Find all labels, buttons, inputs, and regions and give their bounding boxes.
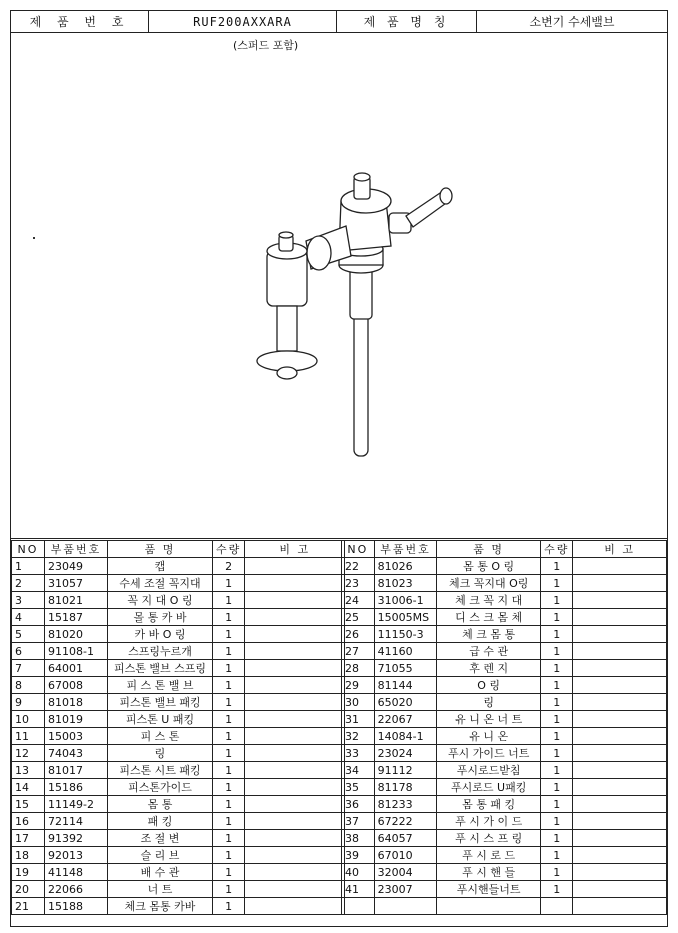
- table-row: [12, 847, 345, 864]
- cell-qty: 1: [541, 575, 573, 592]
- cell-no: 18: [12, 847, 45, 864]
- cell-remark: [245, 609, 345, 626]
- cell-part-no: 32004: [374, 864, 437, 881]
- cell-remark: [573, 575, 667, 592]
- cell-name: 푸시로드 U패킹: [437, 779, 541, 796]
- cell-qty: 1: [541, 711, 573, 728]
- cell-name: 수세 조절 꼭지대: [108, 575, 213, 592]
- cell-remark: [245, 745, 345, 762]
- cell-no: 22: [342, 558, 375, 575]
- col-qty: 수량: [541, 541, 573, 558]
- cell-part-no: 23024: [374, 745, 437, 762]
- cell-remark: [573, 643, 667, 660]
- cell-part-no: 31006-1: [374, 592, 437, 609]
- cell-name: 카 바 O 링: [108, 626, 213, 643]
- cell-no: 40: [342, 864, 375, 881]
- cell-part-no: 81233: [374, 796, 437, 813]
- cell-remark: [245, 643, 345, 660]
- cell-name: 피스톤 밸브 패킹: [108, 694, 213, 711]
- table-row: [12, 592, 345, 609]
- cell-remark: [573, 796, 667, 813]
- cell-remark: [573, 847, 667, 864]
- table-row: [12, 796, 345, 813]
- cell-no: 19: [12, 864, 45, 881]
- table-row: [12, 609, 345, 626]
- cell-part-no: 91108-1: [45, 643, 108, 660]
- cell-part-no: 11150-3: [374, 626, 437, 643]
- cell-name: 슬 리 브: [108, 847, 213, 864]
- cell-remark: [573, 677, 667, 694]
- cell-no: 20: [12, 881, 45, 898]
- cell-part-no: 41148: [45, 864, 108, 881]
- cell-no: 23: [342, 575, 375, 592]
- cell-qty: 1: [213, 626, 245, 643]
- table-row: [12, 762, 345, 779]
- cell-name: 꼭 지 대 O 링: [108, 592, 213, 609]
- cell-name: 유 니 온: [437, 728, 541, 745]
- cell-no: 30: [342, 694, 375, 711]
- cell-part-no: 67010: [374, 847, 437, 864]
- product-no-value: RUF200AXXARA: [149, 11, 337, 32]
- cell-qty: 1: [213, 847, 245, 864]
- cell-part-no: 81018: [45, 694, 108, 711]
- cell-remark: [573, 626, 667, 643]
- table-row: [342, 830, 667, 847]
- cell-part-no: 14084-1: [374, 728, 437, 745]
- cell-part-no: 91112: [374, 762, 437, 779]
- spud-note: (스퍼드 포함): [233, 39, 299, 52]
- table-row: [342, 898, 667, 915]
- table-row: [12, 711, 345, 728]
- cell-qty: 1: [541, 813, 573, 830]
- cell-qty: 2: [213, 558, 245, 575]
- col-name: 품 명: [437, 541, 541, 558]
- cell-qty: 1: [213, 694, 245, 711]
- cell-name: 푸시핸들너트: [437, 881, 541, 898]
- cell-remark: [245, 575, 345, 592]
- col-name: 품 명: [108, 541, 213, 558]
- table-row: [342, 762, 667, 779]
- cell-remark: [573, 762, 667, 779]
- table-row: [342, 813, 667, 830]
- product-name-value: 소변기 수세밸브: [529, 15, 615, 29]
- cell-name: 피 스 톤: [108, 728, 213, 745]
- cell-part-no: 15188: [45, 898, 108, 915]
- cell-no: 14: [12, 779, 45, 796]
- cell-part-no: 72114: [45, 813, 108, 830]
- cell-no: 13: [12, 762, 45, 779]
- cell-remark: [245, 694, 345, 711]
- cell-part-no: 81017: [45, 762, 108, 779]
- cell-qty: 1: [213, 830, 245, 847]
- table-row: [342, 677, 667, 694]
- cell-name: 체크 몸통 카바: [108, 898, 213, 915]
- cell-no: 33: [342, 745, 375, 762]
- cell-qty: 1: [541, 592, 573, 609]
- cell-part-no: 71055: [374, 660, 437, 677]
- cell-no: 2: [12, 575, 45, 592]
- cell-remark: [245, 728, 345, 745]
- col-qty: 수량: [213, 541, 245, 558]
- cell-name: 링: [108, 745, 213, 762]
- cell-qty: 1: [541, 660, 573, 677]
- cell-qty: 1: [213, 711, 245, 728]
- cell-no: 34: [342, 762, 375, 779]
- cell-name: 몸 통: [108, 796, 213, 813]
- table-row: [12, 575, 345, 592]
- table-row: [342, 609, 667, 626]
- cell-part-no: 41160: [374, 643, 437, 660]
- table-row: [342, 847, 667, 864]
- cell-no: 7: [12, 660, 45, 677]
- cell-remark: [573, 694, 667, 711]
- cell-remark: [245, 830, 345, 847]
- stray-dot: [33, 237, 35, 239]
- cell-name: 디 스 크 몸 체: [437, 609, 541, 626]
- cell-qty: 1: [541, 694, 573, 711]
- cell-remark: [573, 745, 667, 762]
- cell-part-no: 11149-2: [45, 796, 108, 813]
- cell-no: 37: [342, 813, 375, 830]
- cell-remark: [245, 796, 345, 813]
- cell-name: 캡: [108, 558, 213, 575]
- cell-no: [342, 898, 375, 915]
- cell-part-no: 22066: [45, 881, 108, 898]
- table-row: [12, 830, 345, 847]
- cell-remark: [245, 762, 345, 779]
- cell-part-no: 81144: [374, 677, 437, 694]
- cell-remark: [245, 660, 345, 677]
- cell-part-no: 91392: [45, 830, 108, 847]
- cell-name: 푸 시 핸 들: [437, 864, 541, 881]
- cell-name: 조 절 변: [108, 830, 213, 847]
- col-no: NO: [12, 541, 45, 558]
- cell-name: 체 크 몸 통: [437, 626, 541, 643]
- cell-no: 25: [342, 609, 375, 626]
- cell-qty: 1: [213, 898, 245, 915]
- table-row: [12, 728, 345, 745]
- cell-no: 39: [342, 847, 375, 864]
- table-divider: [11, 538, 667, 539]
- cell-part-no: 22067: [374, 711, 437, 728]
- cell-remark: [573, 830, 667, 847]
- cell-name: 몸 통 O 링: [437, 558, 541, 575]
- cell-part-no: 31057: [45, 575, 108, 592]
- cell-remark: [573, 660, 667, 677]
- cell-remark: [245, 558, 345, 575]
- cell-no: 11: [12, 728, 45, 745]
- cell-qty: 1: [213, 660, 245, 677]
- table-row: [12, 779, 345, 796]
- table-row: [342, 592, 667, 609]
- cell-no: 29: [342, 677, 375, 694]
- table-row: [342, 864, 667, 881]
- cell-qty: 1: [213, 762, 245, 779]
- title-block: [11, 11, 667, 33]
- table-row: [12, 864, 345, 881]
- cell-qty: 1: [541, 728, 573, 745]
- cell-no: 6: [12, 643, 45, 660]
- cell-name: 너 트: [108, 881, 213, 898]
- cell-qty: 1: [213, 796, 245, 813]
- cell-name: 링: [437, 694, 541, 711]
- cell-part-no: 67008: [45, 677, 108, 694]
- cell-name: 몰 통 카 바: [108, 609, 213, 626]
- cell-part-no: 23007: [374, 881, 437, 898]
- cell-name: 스프링누르개: [108, 643, 213, 660]
- cell-no: 17: [12, 830, 45, 847]
- cell-part-no: 65020: [374, 694, 437, 711]
- table-row: [12, 558, 345, 575]
- parts-sheet: [10, 10, 668, 927]
- table-row: [12, 745, 345, 762]
- cell-remark: [573, 898, 667, 915]
- cell-no: 8: [12, 677, 45, 694]
- parts-table-right: [341, 540, 667, 915]
- cell-remark: [245, 847, 345, 864]
- cell-qty: 1: [213, 592, 245, 609]
- product-no-label: 제 품 번 호: [11, 11, 149, 32]
- cell-name: 체 크 꼭 지 대: [437, 592, 541, 609]
- cell-remark: [245, 626, 345, 643]
- cell-name: 푸 시 스 프 링: [437, 830, 541, 847]
- table-row: [12, 660, 345, 677]
- cell-no: 3: [12, 592, 45, 609]
- cell-no: 41: [342, 881, 375, 898]
- cell-qty: 1: [541, 745, 573, 762]
- cell-qty: 1: [213, 575, 245, 592]
- cell-no: 21: [12, 898, 45, 915]
- cell-part-no: 81020: [45, 626, 108, 643]
- cell-name: 피스톤 U 패킹: [108, 711, 213, 728]
- cell-no: 10: [12, 711, 45, 728]
- cell-name: 푸시로드받침: [437, 762, 541, 779]
- cell-remark: [245, 779, 345, 796]
- cell-qty: 1: [541, 626, 573, 643]
- cell-part-no: 15003: [45, 728, 108, 745]
- cell-qty: 1: [213, 779, 245, 796]
- cell-remark: [245, 881, 345, 898]
- cell-name: 몸 통 패 킹: [437, 796, 541, 813]
- cell-part-no: 81178: [374, 779, 437, 796]
- valve-assembly-drawing: [211, 161, 471, 461]
- cell-name: 피스톤가이드: [108, 779, 213, 796]
- cell-qty: 1: [541, 779, 573, 796]
- cell-qty: 1: [213, 728, 245, 745]
- cell-remark: [573, 711, 667, 728]
- cell-name: 피스톤 밸브 스프링: [108, 660, 213, 677]
- cell-qty: 1: [541, 796, 573, 813]
- cell-name: 유 니 온 너 트: [437, 711, 541, 728]
- cell-qty: 1: [213, 864, 245, 881]
- cell-qty: 1: [213, 609, 245, 626]
- cell-no: 27: [342, 643, 375, 660]
- cell-remark: [245, 864, 345, 881]
- cell-remark: [573, 609, 667, 626]
- table-row: [12, 813, 345, 830]
- col-remark: 비 고: [573, 541, 667, 558]
- cell-part-no: [374, 898, 437, 915]
- cell-part-no: 15005MS: [374, 609, 437, 626]
- cell-qty: 1: [213, 813, 245, 830]
- cell-qty: 1: [541, 762, 573, 779]
- cell-qty: 1: [213, 643, 245, 660]
- cell-name: [437, 898, 541, 915]
- cell-name: 급 수 관: [437, 643, 541, 660]
- cell-qty: 1: [541, 643, 573, 660]
- cell-qty: 1: [541, 609, 573, 626]
- cell-qty: 1: [213, 677, 245, 694]
- table-row: [12, 677, 345, 694]
- table-row: [342, 643, 667, 660]
- table-row: [342, 558, 667, 575]
- cell-remark: [245, 813, 345, 830]
- cell-remark: [245, 677, 345, 694]
- cell-part-no: 81023: [374, 575, 437, 592]
- cell-qty: 1: [541, 864, 573, 881]
- table-row: [342, 711, 667, 728]
- table-row: [12, 626, 345, 643]
- table-row: [342, 660, 667, 677]
- cell-no: 5: [12, 626, 45, 643]
- cell-part-no: 15186: [45, 779, 108, 796]
- cell-qty: 1: [541, 847, 573, 864]
- col-remark: 비 고: [245, 541, 345, 558]
- table-row: [12, 694, 345, 711]
- cell-part-no: 15187: [45, 609, 108, 626]
- cell-no: 26: [342, 626, 375, 643]
- cell-no: 38: [342, 830, 375, 847]
- cell-remark: [573, 558, 667, 575]
- table-row: [12, 881, 345, 898]
- cell-name: 피스톤 시트 패킹: [108, 762, 213, 779]
- cell-no: 16: [12, 813, 45, 830]
- table-row: [342, 575, 667, 592]
- cell-qty: 1: [541, 558, 573, 575]
- table-row: [342, 745, 667, 762]
- cell-part-no: 64057: [374, 830, 437, 847]
- cell-part-no: 74043: [45, 745, 108, 762]
- cell-remark: [573, 813, 667, 830]
- table-row: [12, 643, 345, 660]
- cell-no: 28: [342, 660, 375, 677]
- cell-part-no: 81019: [45, 711, 108, 728]
- cell-no: 9: [12, 694, 45, 711]
- cell-remark: [573, 592, 667, 609]
- cell-remark: [245, 592, 345, 609]
- cell-part-no: 92013: [45, 847, 108, 864]
- cell-no: 15: [12, 796, 45, 813]
- cell-part-no: 23049: [45, 558, 108, 575]
- cell-name: 피 스 톤 밸 브: [108, 677, 213, 694]
- table-row: [342, 796, 667, 813]
- cell-remark: [573, 728, 667, 745]
- table-row: [342, 694, 667, 711]
- col-part-no: 부품번호: [374, 541, 437, 558]
- cell-name: 푸 시 로 드: [437, 847, 541, 864]
- cell-no: 1: [12, 558, 45, 575]
- cell-part-no: 81026: [374, 558, 437, 575]
- cell-no: 35: [342, 779, 375, 796]
- cell-qty: 1: [213, 745, 245, 762]
- col-no: NO: [342, 541, 375, 558]
- cell-remark: [573, 864, 667, 881]
- cell-qty: 1: [213, 881, 245, 898]
- cell-part-no: 64001: [45, 660, 108, 677]
- table-header-row: [342, 541, 667, 558]
- table-row: [342, 728, 667, 745]
- parts-table-left: [11, 540, 345, 915]
- cell-no: 4: [12, 609, 45, 626]
- table-row: [12, 898, 345, 915]
- cell-name: 패 킹: [108, 813, 213, 830]
- cell-no: 31: [342, 711, 375, 728]
- cell-name: 체크 꼭지대 O링: [437, 575, 541, 592]
- table-header-row: [12, 541, 345, 558]
- cell-remark: [573, 881, 667, 898]
- cell-name: 푸시 가이드 너트: [437, 745, 541, 762]
- cell-name: 푸 시 가 이 드: [437, 813, 541, 830]
- table-row: [342, 881, 667, 898]
- cell-remark: [245, 898, 345, 915]
- cell-qty: 1: [541, 677, 573, 694]
- cell-no: 32: [342, 728, 375, 745]
- col-part-no: 부품번호: [45, 541, 108, 558]
- table-row: [342, 779, 667, 796]
- cell-part-no: 81021: [45, 592, 108, 609]
- cell-name: 후 렌 지: [437, 660, 541, 677]
- cell-name: O 링: [437, 677, 541, 694]
- table-row: [342, 626, 667, 643]
- cell-remark: [573, 779, 667, 796]
- cell-qty: [541, 898, 573, 915]
- cell-name: 배 수 관: [108, 864, 213, 881]
- cell-no: 12: [12, 745, 45, 762]
- cell-part-no: 67222: [374, 813, 437, 830]
- cell-qty: 1: [541, 881, 573, 898]
- product-name-label: 제 품 명 칭: [337, 11, 477, 32]
- cell-no: 24: [342, 592, 375, 609]
- cell-qty: 1: [541, 830, 573, 847]
- cell-no: 36: [342, 796, 375, 813]
- cell-remark: [245, 711, 345, 728]
